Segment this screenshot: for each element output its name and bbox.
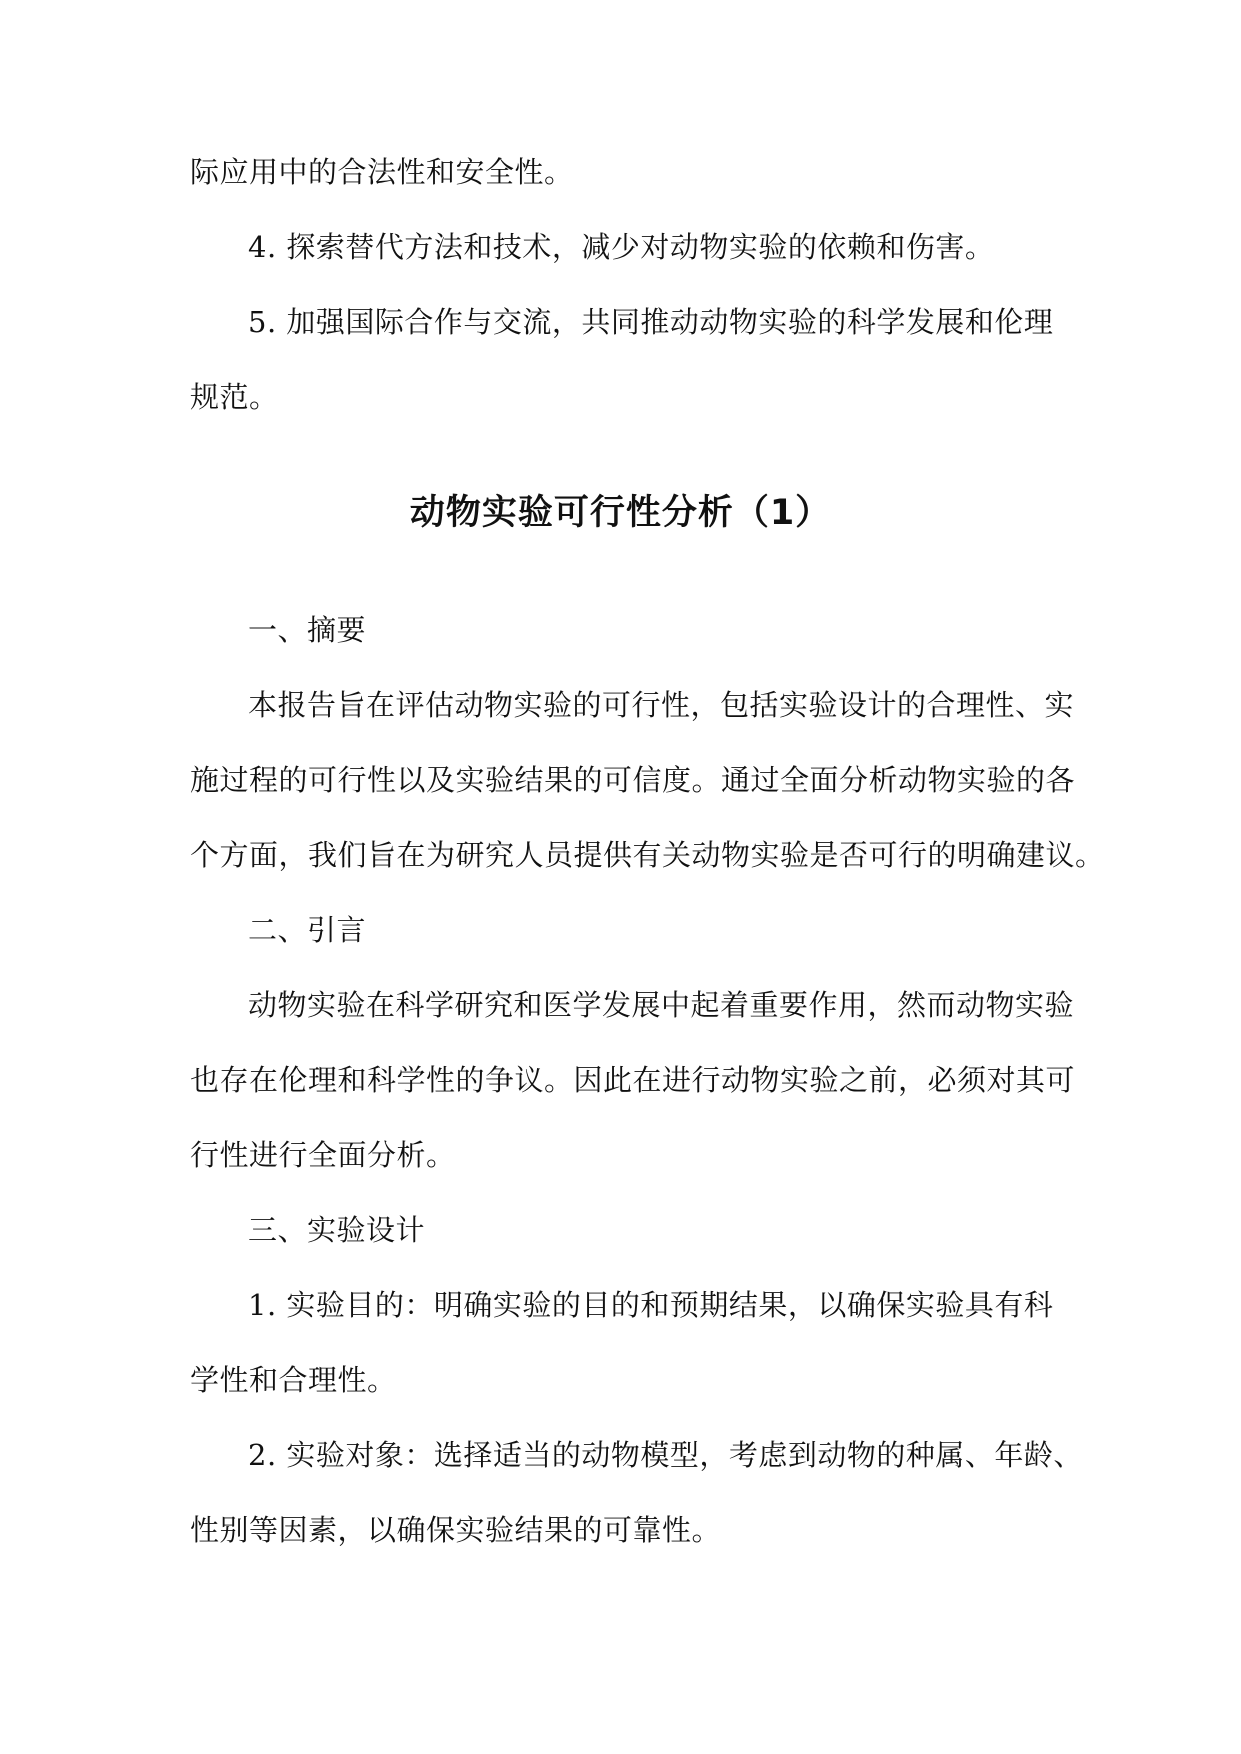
list-item: 5. 加强国际合作与交流，共同推动动物实验的科学发展和伦理 (248, 305, 1054, 339)
paragraph-line: 也存在伦理和科学性的争议。因此在进行动物实验之前，必须对其可 (190, 1063, 1076, 1097)
heading-introduction: 二、引言 (248, 913, 367, 947)
paragraph-line: 本报告旨在评估动物实验的可行性，包括实验设计的合理性、实 (248, 688, 1075, 722)
text-line: 性别等因素，以确保实验结果的可靠性。 (190, 1513, 722, 1547)
text-line: 规范。 (190, 380, 279, 414)
paragraph-line: 个方面，我们旨在为研究人员提供有关动物实验是否可行的明确建议。 (190, 838, 1105, 872)
list-item: 4. 探索替代方法和技术，减少对动物实验的依赖和伤害。 (248, 230, 995, 264)
text-line: 际应用中的合法性和安全性。 (190, 155, 574, 189)
list-item: 2. 实验对象：选择适当的动物模型，考虑到动物的种属、年龄、 (248, 1438, 1083, 1472)
heading-experiment-design: 三、实验设计 (248, 1213, 426, 1247)
paragraph-line: 行性进行全面分析。 (190, 1138, 456, 1172)
section-title: 动物实验可行性分析（1） (409, 493, 832, 533)
list-item: 1. 实验目的：明确实验的目的和预期结果，以确保实验具有科 (248, 1288, 1054, 1322)
heading-abstract: 一、摘要 (248, 613, 367, 647)
text-line: 学性和合理性。 (190, 1363, 397, 1397)
paragraph-line: 动物实验在科学研究和医学发展中起着重要作用，然而动物实验 (248, 988, 1075, 1022)
paragraph-line: 施过程的可行性以及实验结果的可信度。通过全面分析动物实验的各 (190, 763, 1076, 797)
